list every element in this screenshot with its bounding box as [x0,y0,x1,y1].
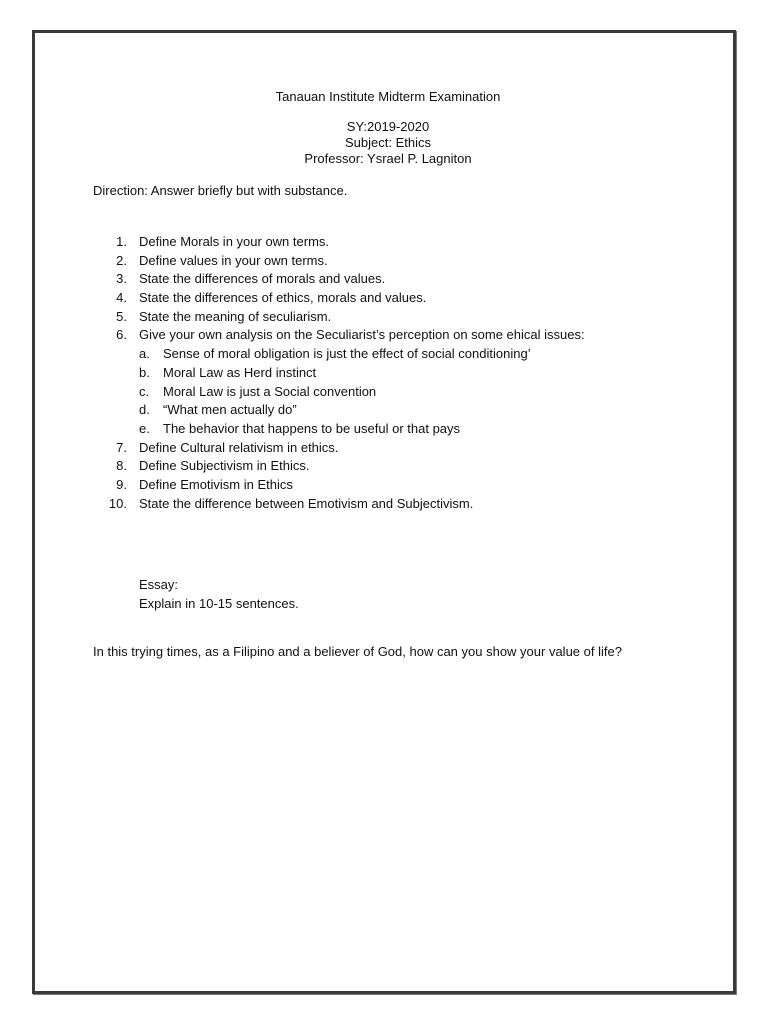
question-text: Define Cultural relativism in ethics. [139,439,339,455]
question-item [93,252,683,271]
question-item [93,457,683,476]
essay-label: Essay: [139,577,179,593]
sub-question-item [93,383,683,402]
sub-question-letter: d. [139,402,150,418]
document-content [93,89,683,660]
sub-question-item [93,420,683,439]
question-number: 8. [116,458,127,474]
question-item [93,270,683,289]
exam-title: Tanauan Institute Midterm Examination [275,89,501,104]
question-item [93,476,683,495]
essay-question: In this trying times, as a Filipino and a believer of God, how can you show your value of life? [93,644,622,660]
exam-header-details [93,119,683,167]
question-number: 9. [116,476,127,492]
question-number: 4. [116,290,127,306]
question-text: Define values in your own terms. [139,252,328,268]
sub-question-text: The behavior that happens to be useful or that pays [163,420,461,436]
sub-question-letter: e. [139,420,150,436]
question-list [93,233,683,513]
document-page [32,30,736,994]
question-number: 5. [116,308,127,324]
question-number: 10. [108,495,127,511]
question-text: Define Morals in your own terms. [139,234,330,249]
sub-question-group [93,345,683,438]
question-item [93,326,683,345]
essay-section [93,575,683,613]
question-text: Give your own analysis on the Seculiarist’s perception on some ehical issues: [139,327,585,343]
question-number: 6. [116,327,127,343]
sub-question-letter: c. [139,383,150,399]
sub-question-letter: b. [139,364,150,380]
question-item [93,439,683,458]
question-text: State the meaning of seculiarism. [139,308,332,324]
question-text: Define Subjectivism in Ethics. [139,458,310,474]
question-item [93,233,683,252]
question-text: Define Emotivism in Ethics [139,476,293,492]
question-number: 1. [116,234,127,249]
question-item [93,289,683,308]
question-text: State the differences of morals and values. [139,271,386,287]
school-year: SY:2019-2020 [346,119,430,134]
question-item [93,495,683,514]
sub-question-list [139,345,683,438]
sub-question-text: Sense of moral obligation is just the effect of social conditioning’ [163,346,531,362]
essay-instruction: Explain in 10-15 sentences. [139,596,299,612]
professor-line: Professor: Ysrael P. Lagniton [304,151,472,166]
question-text: State the differences of ethics, morals and values. [139,290,427,306]
question-number: 3. [116,271,127,287]
question-number: 2. [116,252,127,268]
direction-text: Direction: Answer briefly but with substance. [93,183,348,198]
sub-question-letter: a. [139,346,150,362]
sub-question-item [93,364,683,383]
sub-question-text: “What men actually do” [163,402,297,418]
sub-question-item [93,401,683,420]
question-item [93,308,683,327]
sub-question-item [93,345,683,364]
sub-question-text: Moral Law is just a Social convention [163,383,377,399]
sub-question-text: Moral Law as Herd instinct [163,364,317,380]
question-text: State the difference between Emotivism and Subjectivism. [139,495,474,511]
question-number: 7. [116,439,127,455]
subject-line: Subject: Ethics [345,135,431,150]
